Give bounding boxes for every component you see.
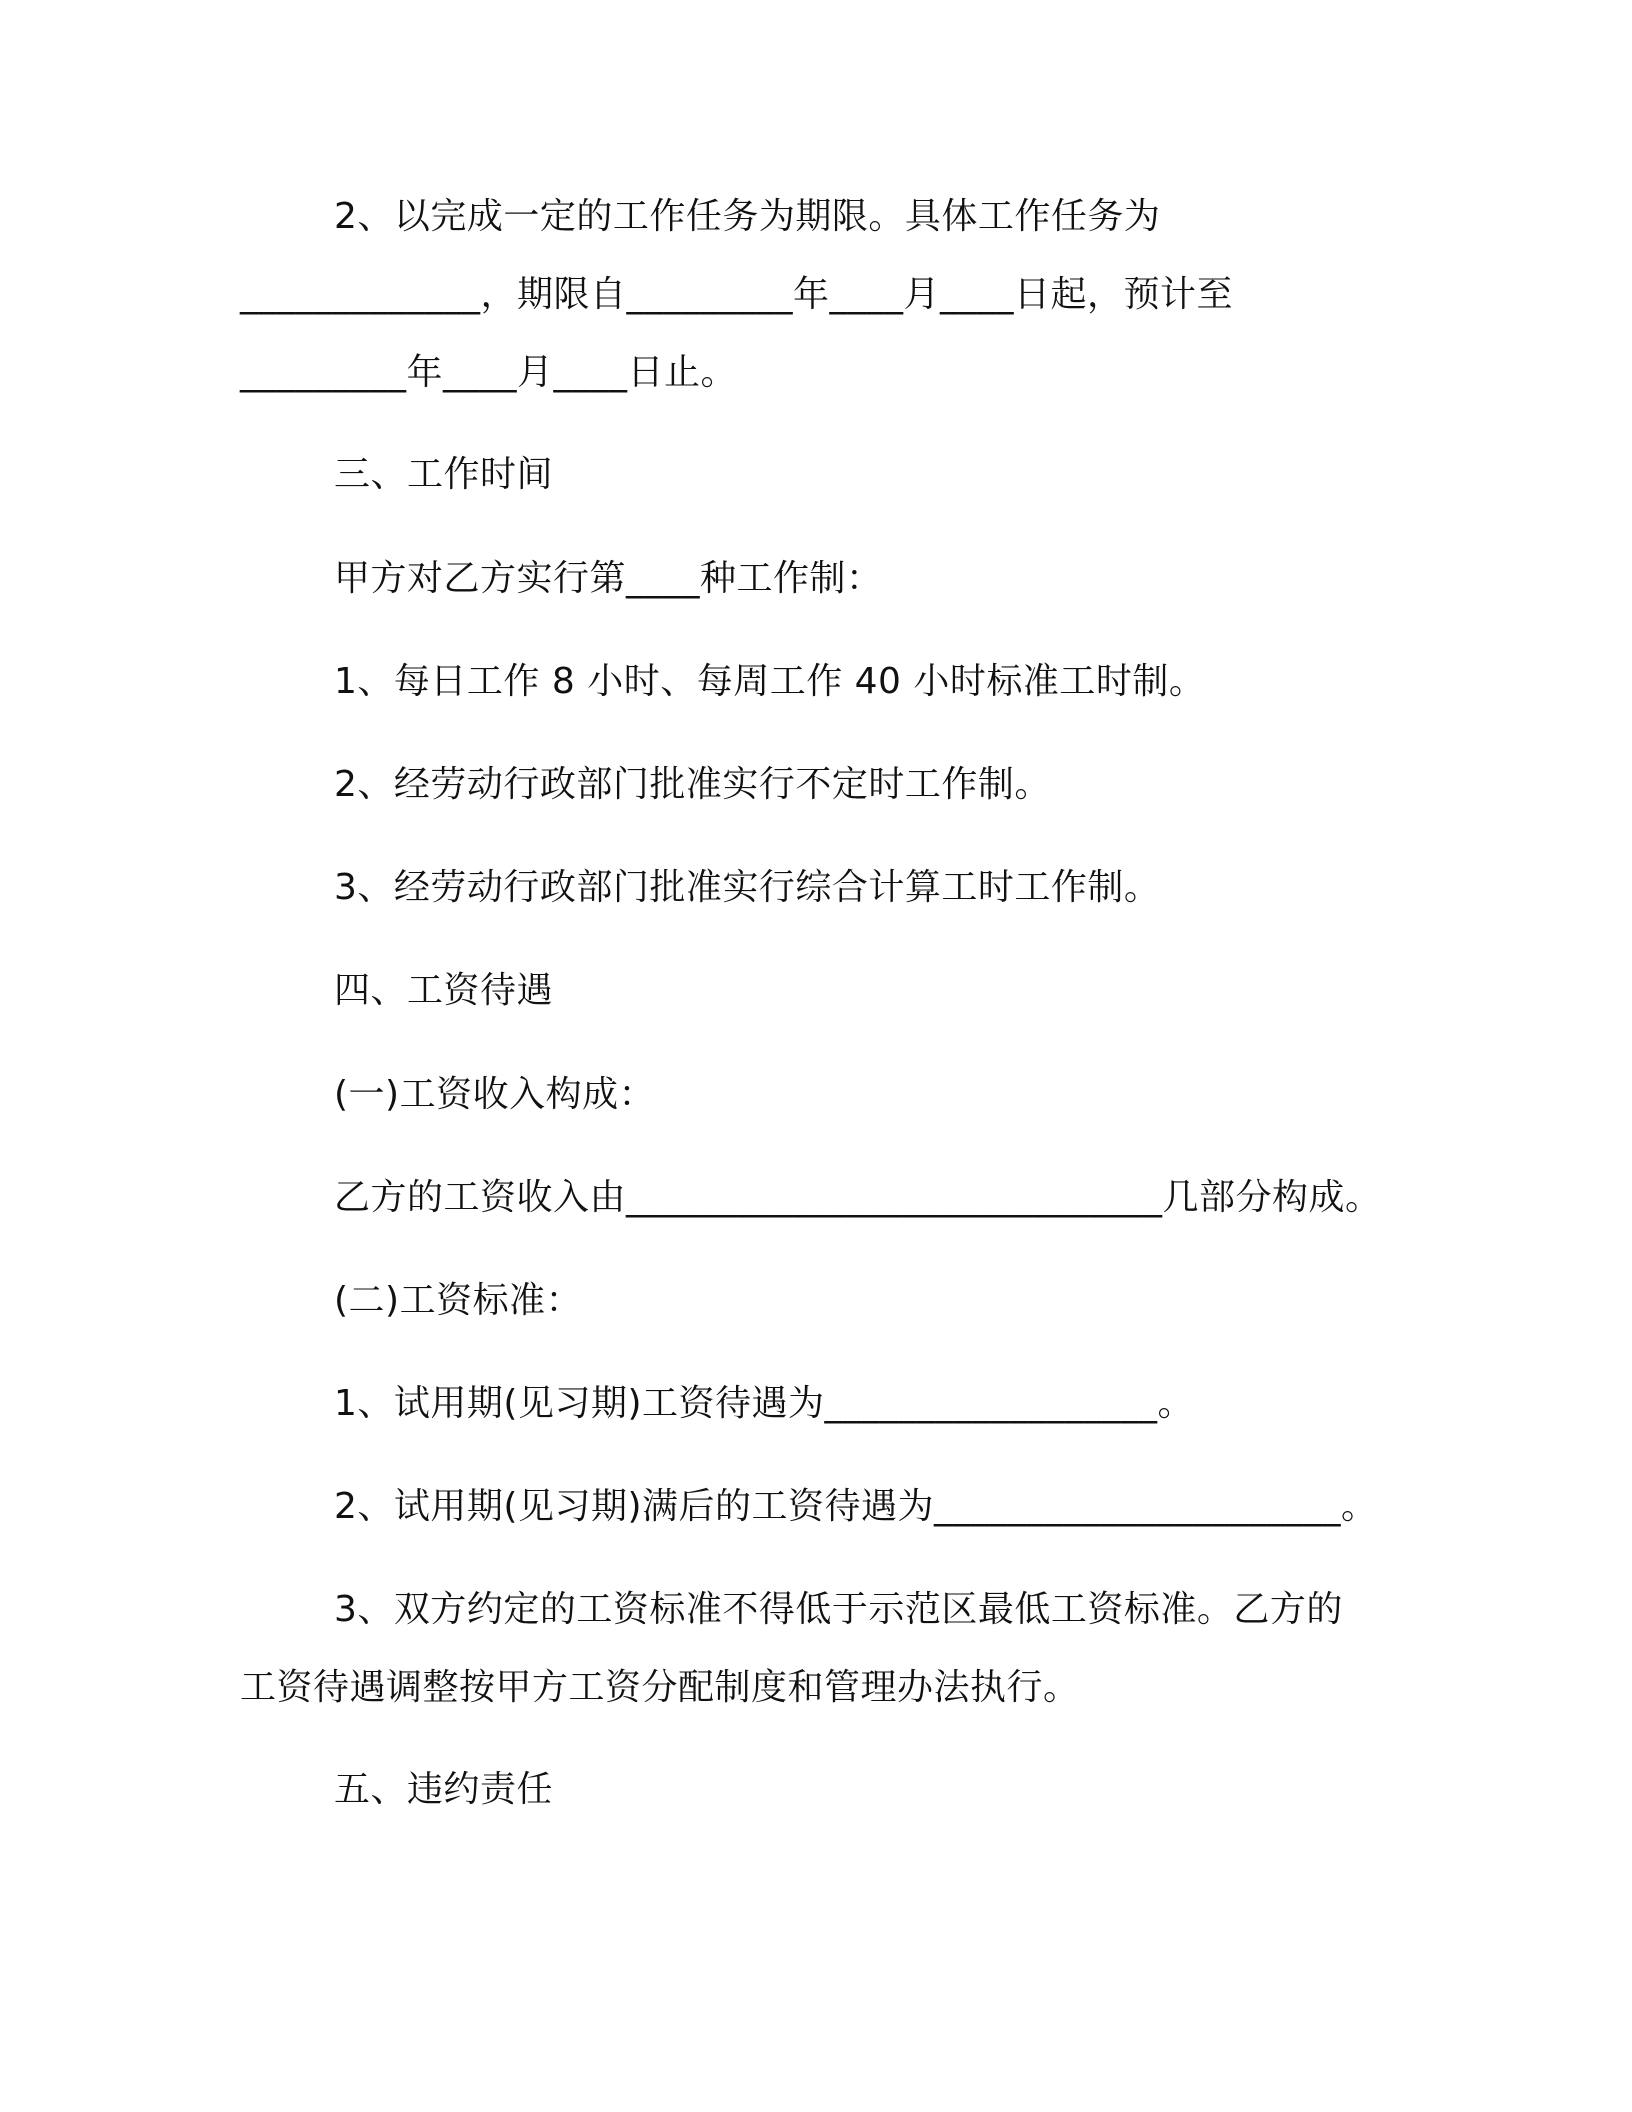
work-system-option-3: 3、经劳动行政部门批准实行综合计算工时工作制。 [334, 867, 1161, 908]
wage-standard-probation: 1、试用期(见习期)工资待遇为__________________。 [334, 1383, 1194, 1424]
wage-standard-after-probation: 2、试用期(见习期)满后的工资待遇为______________________。 [334, 1486, 1378, 1527]
work-system-option-1: 1、每日工作 8 小时、每周工作 40 小时标准工时制。 [334, 661, 1206, 702]
wage-composition-text: 乙方的工资收入由_____________________________几部分构成。 [334, 1177, 1382, 1218]
wage-standard-minimum-cont: 工资待遇调整按甲方工资分配制度和管理办法执行。 [240, 1667, 1080, 1708]
clause-2-task-term: 2、以完成一定的工作任务为期限。具体工作任务为 [334, 196, 1161, 237]
section-heading-liability: 五、违约责任 [334, 1769, 554, 1810]
wage-standard-minimum: 3、双方约定的工资标准不得低于示范区最低工资标准。乙方的 [334, 1589, 1343, 1630]
work-system-option-2: 2、经劳动行政部门批准实行不定时工作制。 [334, 764, 1051, 805]
subsection-wage-composition: (一)工资收入构成： [334, 1074, 656, 1115]
work-system-intro: 甲方对乙方实行第____种工作制： [334, 558, 883, 599]
clause-2-task-term-end: _________年____月____日止。 [240, 352, 738, 393]
section-heading-wages: 四、工资待遇 [334, 970, 554, 1011]
clause-2-task-term-dates: _____________，期限自_________年____月____日起，预计至 [240, 274, 1234, 315]
subsection-wage-standard: (二)工资标准： [334, 1280, 583, 1321]
section-heading-work-time: 三、工作时间 [334, 454, 554, 495]
